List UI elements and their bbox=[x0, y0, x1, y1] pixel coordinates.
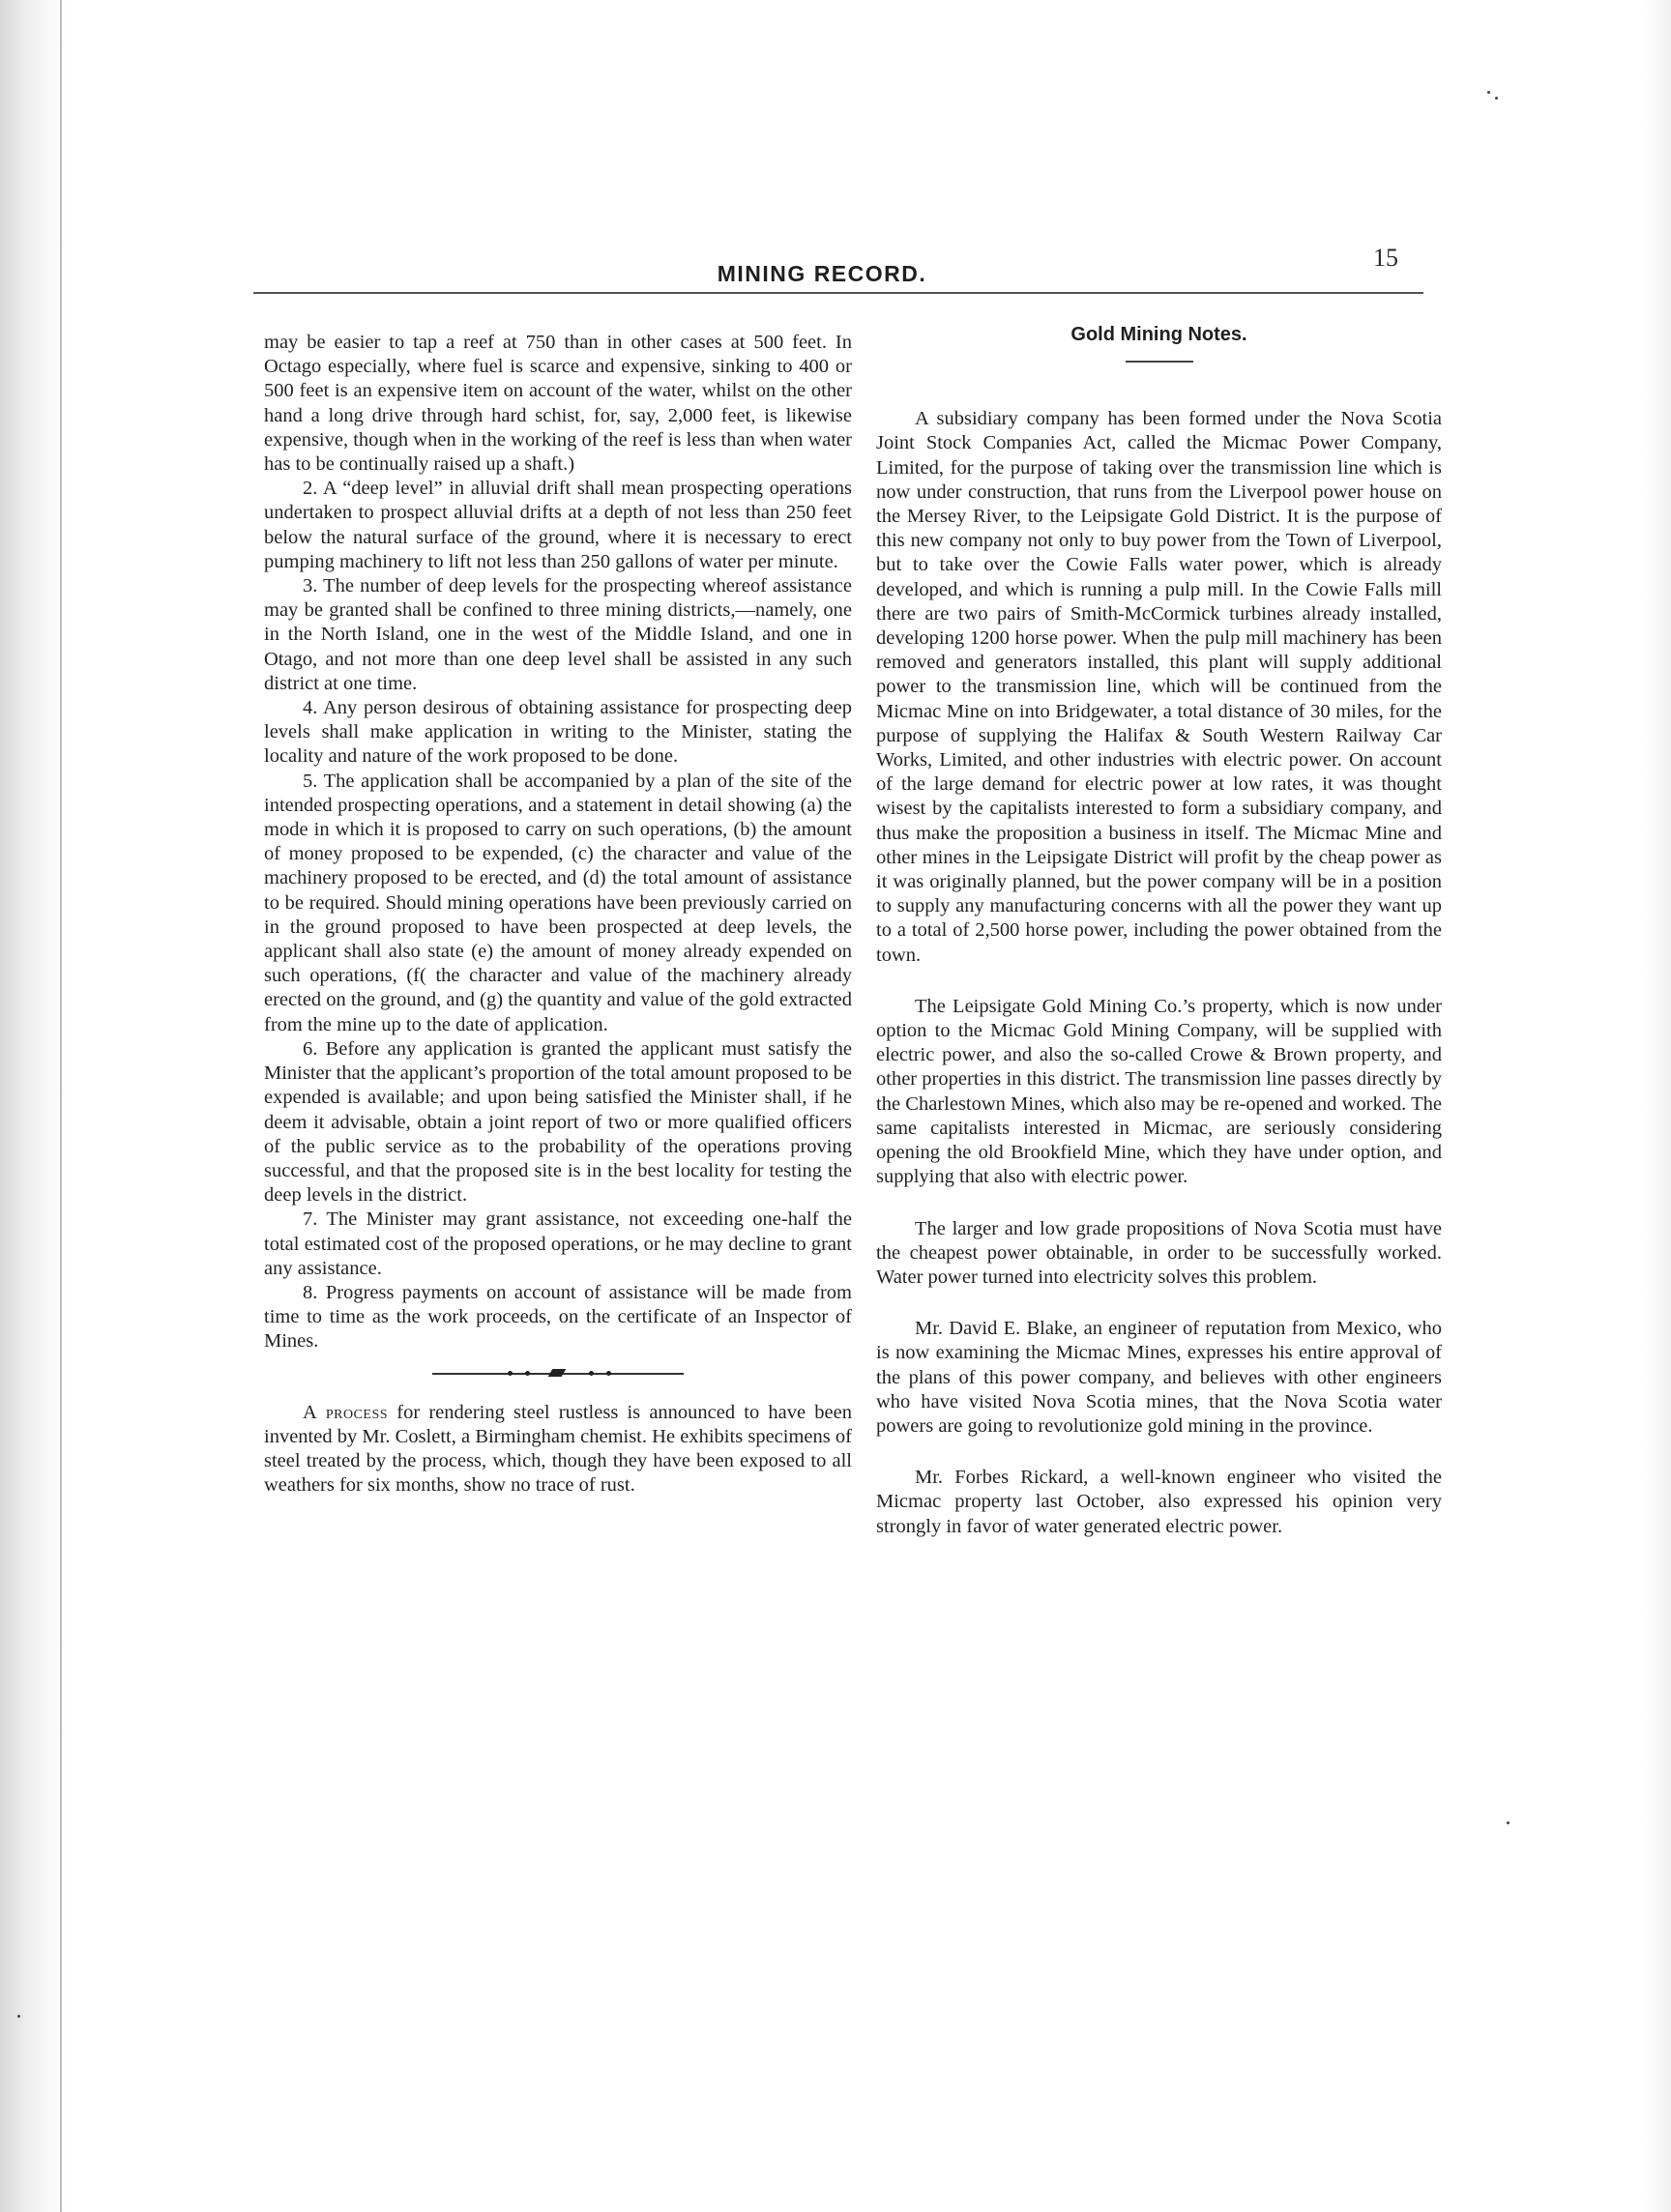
section-divider-ornament bbox=[432, 1368, 684, 1380]
paragraph-low-grade: The larger and low grade propositions of Nova Scotia must have the cheapest power obtainable, in order to be successfully worked. Water power turned into electricity solves this problem. bbox=[876, 1217, 1442, 1288]
binding-edge bbox=[60, 0, 62, 2212]
scan-speck bbox=[17, 2015, 20, 2018]
running-header-title: MINING RECORD. bbox=[717, 261, 927, 286]
paragraph-blake: Mr. David E. Blake, an engineer of reputation from Mexico, who is now examining the Micmac Mines, expresses his entire approval of the plans of this power company, and believes with other engineers who have visited Nova Scotia mines, that the Nova Scotia water powers are going to revolutionize gold mining in the province. bbox=[876, 1318, 1442, 1437]
paragraph-subsidiary-company: A subsidiary company has been formed under the Nova Scotia Joint Stock Companies Act, called the Micmac Power Company, Limited, for the purpose of taking over the transmission line which is now under construction, that runs from the Liverpool power house on the Mersey River, to the Leipsigate Gold District. It is the purpose of this new company not only to buy power from the Town of Liverpool, but to take over the Cowie Falls water power, which is already developed, and which is running a pulp mill. In the Cowie Falls mill there are two pairs of Smith-McCormick turbines already installed, developing 1200 horse power. When the pulp mill machinery has been removed and generators installed, this plant will supply additional power to the transmission line, which will be continued from the Micmac Mine on into Bridgewater, a total distance of 30 miles, for the purpose of supplying the Halifax & South Western Railway Car Works, Limited, and other industries with electric power. On account of the large demand for electric power at low rates, it was thought wisest by the capitalists interested to form a subsidiary company, and thus make the proposition a business in itself. The Micmac Mine and other mines in the Leipsigate District will profit by the cheap power as it was originally planned, but the power company will be in a position to supply any manufacturing concerns with all the power they want up to a total of 2,500 horse power, including the power obtained from the town. bbox=[876, 408, 1442, 966]
paragraph-clause-6: 6. Before any application is granted the applicant must satisfy the Minister that the applicant’s proportion of the total amount proposed to be expended is available; and upon being satisfied the Minister shall, if he deem it advisable, obtain a joint report of two or more qualified officers of the public service as to the probability of the operations proving successful, and that the proposed site is in the best locality for testing the deep levels in the district. bbox=[264, 1037, 852, 1207]
paragraph-continued: may be easier to tap a reef at 750 than in other cases at 500 feet. In Octago especially, where fuel is scarce and expensive, sinking to 400 or 500 feet is an expensive item on account of the water, whilst on the other hand a long drive through hard schist, for, say, 2,000 feet, is likewise expensive, though when in the working of the reef is less than when water has to be continually raised up a shaft.) bbox=[264, 332, 853, 476]
paragraph-clause-3: 3. The number of deep levels for the prospecting whereof assistance may be granted shall be confined to three mining districts,—namely, one in the North Island, one in the west of the Middle Island, and one in Otago, and not more than one deep level shall be assisted in any such district at one time. bbox=[264, 575, 852, 694]
rustless-steel-note bbox=[264, 1401, 852, 1499]
page-number: 15 bbox=[1373, 244, 1398, 272]
paragraph-clause-2: 2. A “deep level” in alluvial drift shall mean prospecting operations undertaken to prospect alluvial drifts at a depth of not less than 250 feet below the natural surface of the ground, where it is necessary to erect pumping machinery to lift not less than 250 gallons of water per minute. bbox=[264, 478, 852, 572]
paragraph-clause-5: 5. The application shall be accompanied by a plan of the site of the intended prospecting operations, and a statement in detail showing (a) the mode in which it is proposed to carry on such operations, (b) the amount of money proposed to be expended, (c) the character and value of the machinery proposed to be erected, and (d) the total amount of assistance to be required. Should mining operations have been previously carried on in the ground proposed to have been prospected at deep levels, the applicant shall also state (e) the amount of money already expended on such operations, (f( the character and value of the machinery already erected on the ground, and (g) the quantity and value of the gold extracted from the mine up to the date of application. bbox=[264, 770, 852, 1035]
book-spine-shadow bbox=[0, 0, 68, 2212]
header-rule bbox=[253, 292, 1423, 294]
page-edge-shadow bbox=[1644, 0, 1671, 2212]
paragraph-rickard: Mr. Forbes Rickard, a well-known engineer who visited the Micmac property last October, also expressed his opinion very strongly in favor of water generated electric power. bbox=[876, 1467, 1442, 1537]
note-text: for rendering steel rustless is announced to have been invented by Mr. Coslett, a Birmingham chemist. He exhibits specimens of steel treated by the process, which, though they have been exposed to all weathers for six months, show no trace of rust. bbox=[264, 1401, 853, 1497]
paragraph-clause-4: 4. Any person desirous of obtaining assistance for prospecting deep levels shall make application in writing to the Minister, stating the locality and nature of the work proposed to be done. bbox=[264, 697, 852, 768]
scan-speck bbox=[1487, 91, 1490, 94]
note-lead-in: A process bbox=[303, 1401, 389, 1423]
paragraph-clause-7: 7. The Minister may grant assistance, not exceeding one-half the total estimated cost of the proposed operations, or he may decline to grant any assistance. bbox=[264, 1208, 852, 1279]
scan-speck bbox=[1507, 1821, 1510, 1824]
section-heading: Gold Mining Notes. bbox=[1070, 324, 1247, 345]
scan-speck bbox=[1495, 97, 1498, 100]
left-column bbox=[264, 331, 852, 1498]
heading-rule bbox=[1126, 361, 1193, 363]
paragraph-leipsigate: The Leipsigate Gold Mining Co.’s property, which is now under option to the Micmac Gold Mining Company, will be supplied with electric power, and also the so-called Crowe & Brown property, and other properties in this district. The transmission line passes directly by the Charlestown Mines, which also may be re-opened and worked. The same capitalists interested in Micmac, are seriously considering opening the old Brookfield Mine, which they have under option, and supplying that also with electric power. bbox=[876, 995, 1442, 1188]
right-column bbox=[876, 323, 1442, 1539]
paragraph-clause-8: 8. Progress payments on account of assistance will be made from time to time as the work proceeds, on the certificate of an Inspector of Mines. bbox=[264, 1281, 852, 1353]
